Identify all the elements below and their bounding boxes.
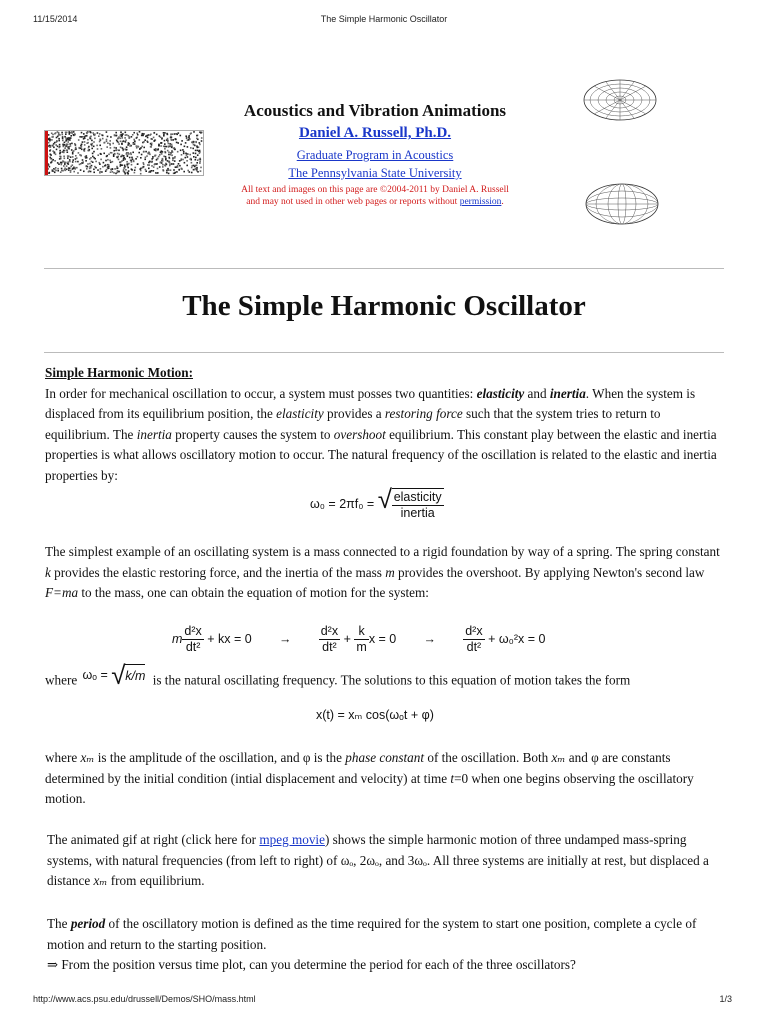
copyright-line1: All text and images on this page are ©2004-2011 by Daniel A. Russell — [241, 185, 509, 195]
eqm-1-num: d²x — [184, 624, 202, 638]
p1-text-a: In order for mechanical oscillation to occur, a system must posses two quantities: — [45, 385, 477, 401]
symbol-t: t — [450, 770, 455, 786]
symbol-xm: xₘ — [80, 750, 95, 765]
p1-and: and — [524, 385, 550, 401]
page-title: The Simple Harmonic Oscillator — [182, 290, 586, 322]
eqm-2-den: dt² — [322, 640, 337, 654]
print-date: 11/15/2014 — [33, 14, 78, 24]
term-inertia-2: inertia — [136, 426, 172, 442]
permission-link[interactable]: permission — [459, 197, 502, 207]
paragraph-amplitude — [45, 748, 725, 810]
eqm-2-m: m — [356, 640, 367, 654]
symbol-m: m — [385, 564, 395, 580]
copyright-notice — [215, 184, 535, 208]
eqm-2-mid: + — [343, 631, 351, 646]
print-url: http://www.acs.psu.edu/drussell/Demos/SHO/mass.html — [33, 994, 256, 1004]
eq1-numerator: elasticity — [393, 490, 442, 504]
copyright-line2 — [215, 196, 535, 208]
p1-text-b: . When the system is displaced from its equilibrium position, the — [45, 385, 696, 421]
animated-banner-image — [44, 130, 204, 176]
p3-text-b: is the amplitude of the oscillation, and φ is the — [94, 750, 346, 765]
p1-text-d: such that the system tries to return to equilibrium. The — [45, 406, 661, 442]
eq1-lhs: ω₀ = 2πf₀ = — [310, 496, 375, 511]
paragraph-spring-mass — [45, 542, 725, 604]
equation-of-motion — [172, 624, 545, 655]
site-header — [215, 101, 535, 208]
p4-text-b: ) shows the simple harmonic motion of three undamped mass-spring systems, with natural frequencies (from left to right) of ωₒ, 2ωₒ, and 3ωₒ. All three systems are initially at rest, but displaced a distance — [47, 832, 709, 888]
site-title: Acoustics and Vibration Animations — [243, 101, 507, 120]
vibrating-membrane-image-bottom — [582, 180, 662, 228]
eqm-arrow-2: → — [423, 631, 436, 646]
eqm-1-tail: + kx = 0 — [207, 631, 252, 646]
eqm-2-k: k — [354, 624, 368, 640]
print-title: The Simple Harmonic Oscillator — [320, 14, 448, 24]
mpeg-movie-link[interactable]: mpeg movie — [259, 832, 325, 847]
p5-text-a: The — [47, 916, 71, 931]
vibrating-membrane-image-top — [580, 76, 660, 124]
university-link[interactable]: The Pennsylvania State University — [288, 166, 462, 180]
symbol-k: k — [45, 564, 51, 580]
eqm-arrow-1: → — [279, 631, 292, 646]
eq1-denominator: inertia — [400, 506, 435, 520]
p4-text-c: from equilibrium. — [107, 873, 205, 888]
term-inertia: inertia — [549, 385, 586, 401]
symbol-xm-3: xₘ — [93, 873, 108, 888]
term-period: period — [70, 916, 106, 931]
p3-text-e: =0 when one begins observing the oscillatory motion. — [45, 770, 694, 806]
divider-top — [44, 268, 724, 269]
copyright-period: . — [501, 197, 504, 207]
p3-text-a: where — [45, 750, 81, 765]
p1-text-e: property causes the system to — [171, 426, 334, 442]
symbol-xm-2: xₘ — [551, 750, 566, 765]
p2-text-a: The simplest example of an oscillating system is a mass connected to a rigid foundation by way of a spring. The spring constant — [45, 544, 720, 559]
print-footer — [0, 994, 768, 1008]
sqrt-symbol-2: √ k/m — [111, 660, 146, 690]
where-word: where — [45, 672, 78, 688]
program-link[interactable]: Graduate Program in Acoustics — [296, 148, 454, 162]
eqm-3-den: dt² — [466, 640, 482, 654]
paragraph-animated-gif — [47, 830, 727, 892]
copyright-text: and may not used in other web pages or reports without — [246, 197, 460, 207]
term-elasticity: elasticity — [476, 385, 525, 401]
eqm-3-num: d²x — [465, 624, 483, 638]
p3-text-c: of the oscillation. Both — [424, 750, 552, 765]
eqm-2-num: d²x — [320, 624, 339, 638]
term-phase-constant: phase constant — [345, 750, 425, 765]
equation-solution — [316, 707, 434, 722]
solution-text: x(t) = xₘ cos(ωₒt + φ) — [316, 708, 434, 722]
p5-text-b: of the oscillatory motion is defined as the time required for the system to start one position, complete a cycle of motion and return to the starting position. — [47, 916, 697, 952]
divider-title — [44, 352, 724, 353]
p2-text-d: to the mass, one can obtain the equation of motion for the system: — [78, 585, 429, 600]
p3-text-d: and φ are constants determined by the initial condition (intial displacement and velocity) at time — [45, 750, 671, 786]
p2-text-c: provides the overshoot. By applying Newton's second law — [394, 564, 705, 580]
term-overshoot: overshoot — [333, 426, 386, 442]
paragraph-period — [47, 914, 727, 976]
eqm-1-den: dt² — [185, 640, 201, 654]
question-period: ⇒ From the position versus time plot, can you determine the period for each of the three oscillators? — [47, 957, 576, 972]
omega-definition — [82, 660, 146, 690]
term-restoring-force: restoring force — [384, 406, 463, 421]
eqm-m: m — [172, 631, 183, 646]
omega-lhs: ωₒ = — [82, 667, 108, 682]
term-elasticity-2: elasticity — [276, 406, 324, 421]
newton-law: F=ma — [45, 585, 79, 600]
equation-natural-frequency — [310, 484, 444, 521]
omega-radicand: k/m — [125, 669, 146, 683]
sqrt-symbol: √ $\frac{\text{elasticity}}{\text{inertia}}$ — [377, 484, 442, 520]
p1-text-f: equilibrium. This constant play between the elastic and inertia properties is what allows oscillatory motion to occur. The natural frequency of the oscillation is related to the elastic and inertia properties by: — [45, 426, 717, 483]
where-rest: is the natural oscillating frequency. The solutions to this equation of motion takes the form — [152, 672, 631, 688]
p1-text-c: provides a — [323, 406, 385, 421]
section-heading: Simple Harmonic Motion: — [45, 365, 193, 380]
print-page-number: 1/3 — [719, 994, 732, 1004]
print-header — [0, 14, 768, 28]
eqm-2-tail: x = 0 — [368, 631, 397, 646]
p2-text-b: provides the elastic restoring force, and the inertia of the mass — [50, 564, 386, 580]
eqm-3-tail: + ω₀²x = 0 — [488, 631, 546, 646]
paragraph-intro — [45, 363, 725, 486]
p4-text-a: The animated gif at right (click here for — [47, 832, 260, 847]
author-link[interactable]: Daniel A. Russell, Ph.D. — [298, 125, 452, 141]
paragraph-natural-frequency-def — [45, 660, 725, 693]
